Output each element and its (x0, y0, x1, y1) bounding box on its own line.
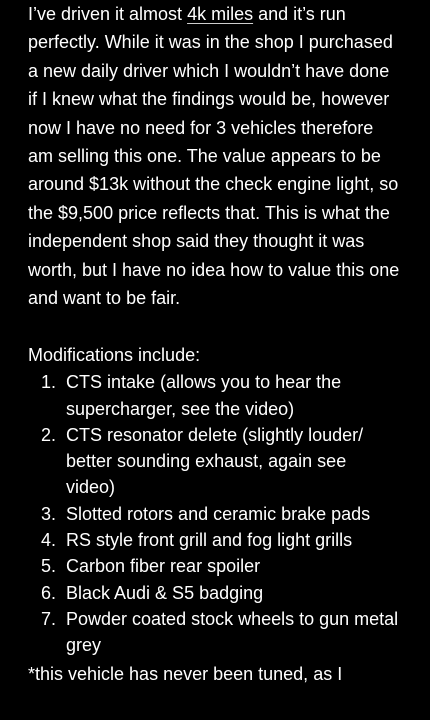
mileage-link[interactable]: 4k miles (187, 4, 254, 24)
para-text-rest: and it’s run perfectly. While it was in the shop I purchased a new daily driver which I wouldn’t have done if I knew what the findings would be, however now I have no need for 3 vehicles therefore am selling this one. The value appears to be around $13k without the check engine light, so the $9,500 price reflects that. This is what the independent shop said they thought it was worth, but I have no idea how to value this one and want to be fair. (28, 4, 400, 309)
list-item-number: 6. (41, 582, 57, 603)
list-item-number: 3. (41, 503, 57, 524)
list-item-text: CTS intake (allows you to hear the supercharger, see the video) (66, 372, 342, 419)
list-item (28, 553, 400, 579)
list-item (28, 580, 400, 606)
list-item-text: Black Audi & S5 badging (66, 582, 264, 603)
list-item-text: Carbon fiber rear spoiler (66, 556, 261, 577)
post-paragraph (28, 0, 400, 312)
list-item (28, 369, 400, 422)
list-item-text: RS style front grill and fog light grills (66, 530, 353, 551)
footer-note: *this vehicle has never been tuned, as I (28, 663, 343, 684)
list-item-number: 4. (41, 530, 57, 551)
list-item-text: Powder coated stock wheels to gun metal grey (66, 608, 399, 656)
post-body (28, 0, 400, 687)
list-item (28, 501, 400, 527)
modifications-list (28, 369, 400, 658)
list-item (28, 422, 400, 501)
list-item-text: Slotted rotors and ceramic brake pads (66, 503, 371, 524)
paragraph-spacer (28, 312, 400, 340)
list-item-text: CTS resonator delete (slightly louder/ better sounding exhaust, again see video) (66, 424, 364, 498)
list-item-number: 2. (41, 424, 57, 445)
list-item (28, 606, 400, 659)
list-item-number: 7. (41, 608, 57, 629)
list-item-number: 1. (41, 372, 57, 393)
para-text-start: I’ve driven it almost (28, 4, 188, 24)
list-item-number: 5. (41, 556, 57, 577)
modifications-heading: Modifications include: (28, 344, 201, 365)
list-item (28, 527, 400, 553)
